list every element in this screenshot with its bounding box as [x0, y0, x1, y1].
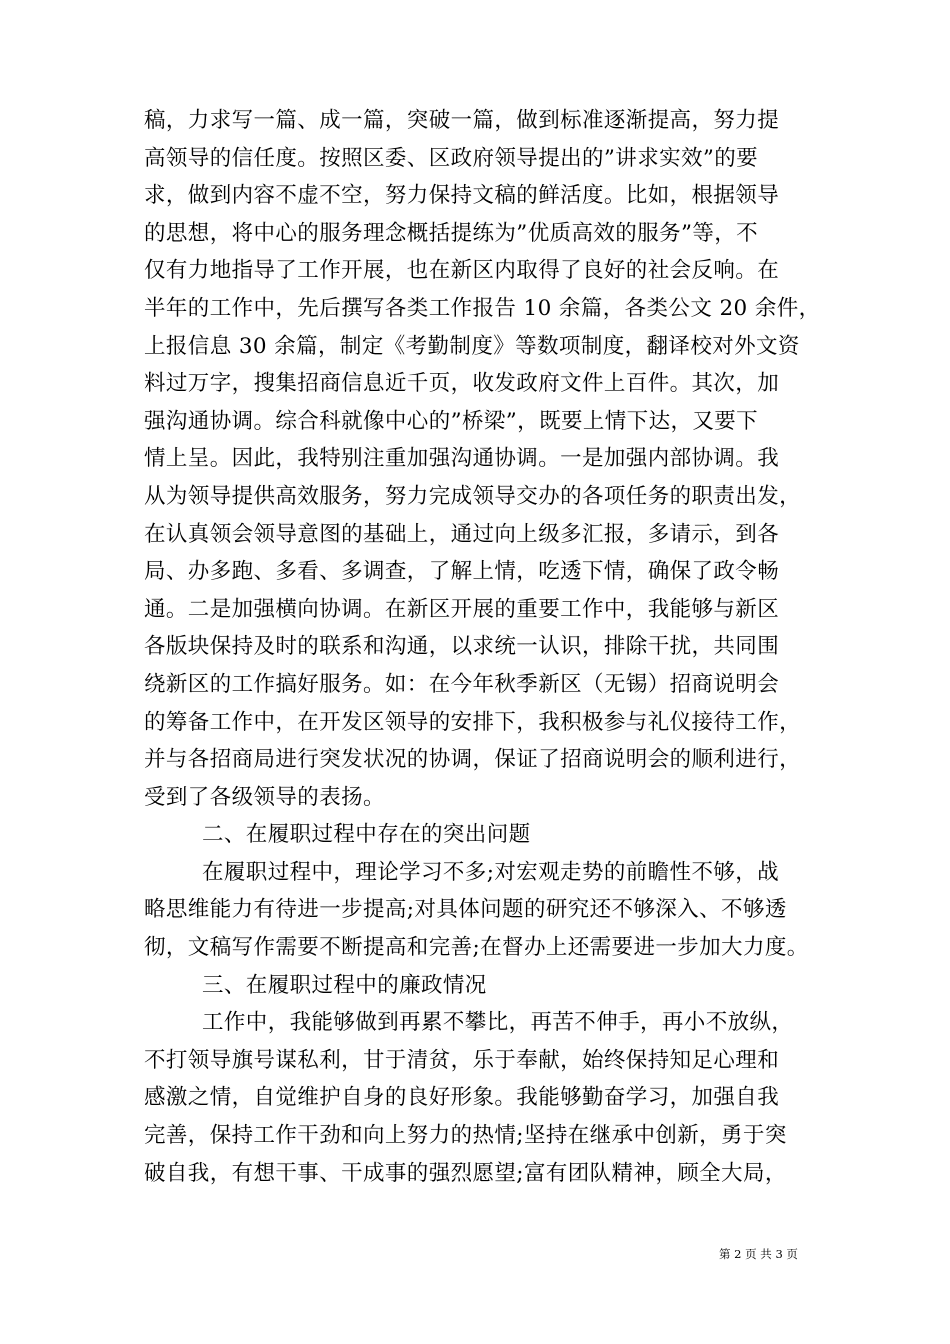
- text-line: 仅有力地指导了工作开展，也在新区内取得了良好的社会反响。在: [144, 258, 780, 284]
- text-line: 不打领导旗号谋私利，甘于清贫，乐于奉献，始终保持知足心理和: [144, 1047, 780, 1073]
- text-line: 料过万字，搜集招商信息近千页，收发政府文件上百件。其次，加: [144, 371, 780, 397]
- text-line: 破自我，有想干事、干成事的强烈愿望;富有团队精神，顾全大局，: [144, 1160, 787, 1186]
- text-line: 半年的工作中，先后撰写各类工作报告 10 余篇，各类公文 20 余件，: [144, 295, 821, 321]
- text-line: 的筹备工作中，在开发区领导的安排下，我积极参与礼仪接待工作，: [144, 709, 802, 735]
- text-line: 各版块保持及时的联系和沟通，以求统一认识，排除干扰，共同围: [144, 634, 780, 660]
- text-line: 并与各招商局进行突发状况的协调，保证了招商说明会的顺利进行，: [144, 747, 802, 773]
- text-line: 感激之情，自觉维护自身的良好形象。我能够勤奋学习，加强自我: [144, 1085, 780, 1111]
- text-line: 强沟通协调。综合科就像中心的”桥梁”，既要上情下达，又要下: [144, 408, 759, 434]
- text-line: 通。二是加强横向协调。在新区开展的重要工作中，我能够与新区: [144, 596, 780, 622]
- text-line: 受到了各级领导的表扬。: [144, 784, 385, 810]
- text-line: 在认真领会领导意图的基础上，通过向上级多汇报，多请示，到各: [144, 521, 780, 547]
- text-line: 完善，保持工作干劲和向上努力的热情;坚持在继承中创新，勇于突: [144, 1123, 787, 1149]
- text-line: 在履职过程中，理论学习不多;对宏观走势的前瞻性不够，战: [202, 859, 780, 885]
- text-line: 略思维能力有待进一步提高;对具体问题的研究还不够深入、不够透: [144, 897, 787, 923]
- text-line: 情上呈。因此，我特别注重加强沟通协调。一是加强内部协调。我: [144, 446, 780, 472]
- text-line: 上报信息 30 余篇，制定《考勤制度》等数项制度，翻译校对外文资: [144, 333, 800, 359]
- text-line: 稿，力求写一篇、成一篇，突破一篇，做到标准逐渐提高，努力提: [144, 108, 780, 133]
- page-number: 第 2 页 共 3 页: [719, 1247, 798, 1261]
- text-line: 彻，文稿写作需要不断提高和完善;在督办上还需要进一步加大力度。: [144, 935, 809, 961]
- text-line: 绕新区的工作搞好服务。如：在今年秋季新区（无锡）招商说明会: [144, 671, 780, 697]
- section-heading: 二、在履职过程中存在的突出问题: [202, 822, 531, 848]
- text-line: 高领导的信任度。按照区委、区政府领导提出的”讲求实效”的要: [144, 145, 759, 171]
- section-heading: 三、在履职过程中的廉政情况: [202, 972, 487, 998]
- body-text: [144, 102, 824, 1192]
- text-line: 从为领导提供高效服务，努力完成领导交办的各项任务的职责出发，: [144, 483, 802, 509]
- text-line: 的思想，将中心的服务理念概括提练为”优质高效的服务”等，不: [144, 220, 759, 246]
- text-line: 求，做到内容不虚不空，努力保持文稿的鲜活度。比如，根据领导: [144, 183, 780, 209]
- text-line: 局、办多跑、多看、多调查，了解上情，吃透下情，确保了政令畅: [144, 559, 780, 585]
- text-line: 工作中，我能够做到再累不攀比，再苦不伸手，再小不放纵，: [202, 1010, 794, 1036]
